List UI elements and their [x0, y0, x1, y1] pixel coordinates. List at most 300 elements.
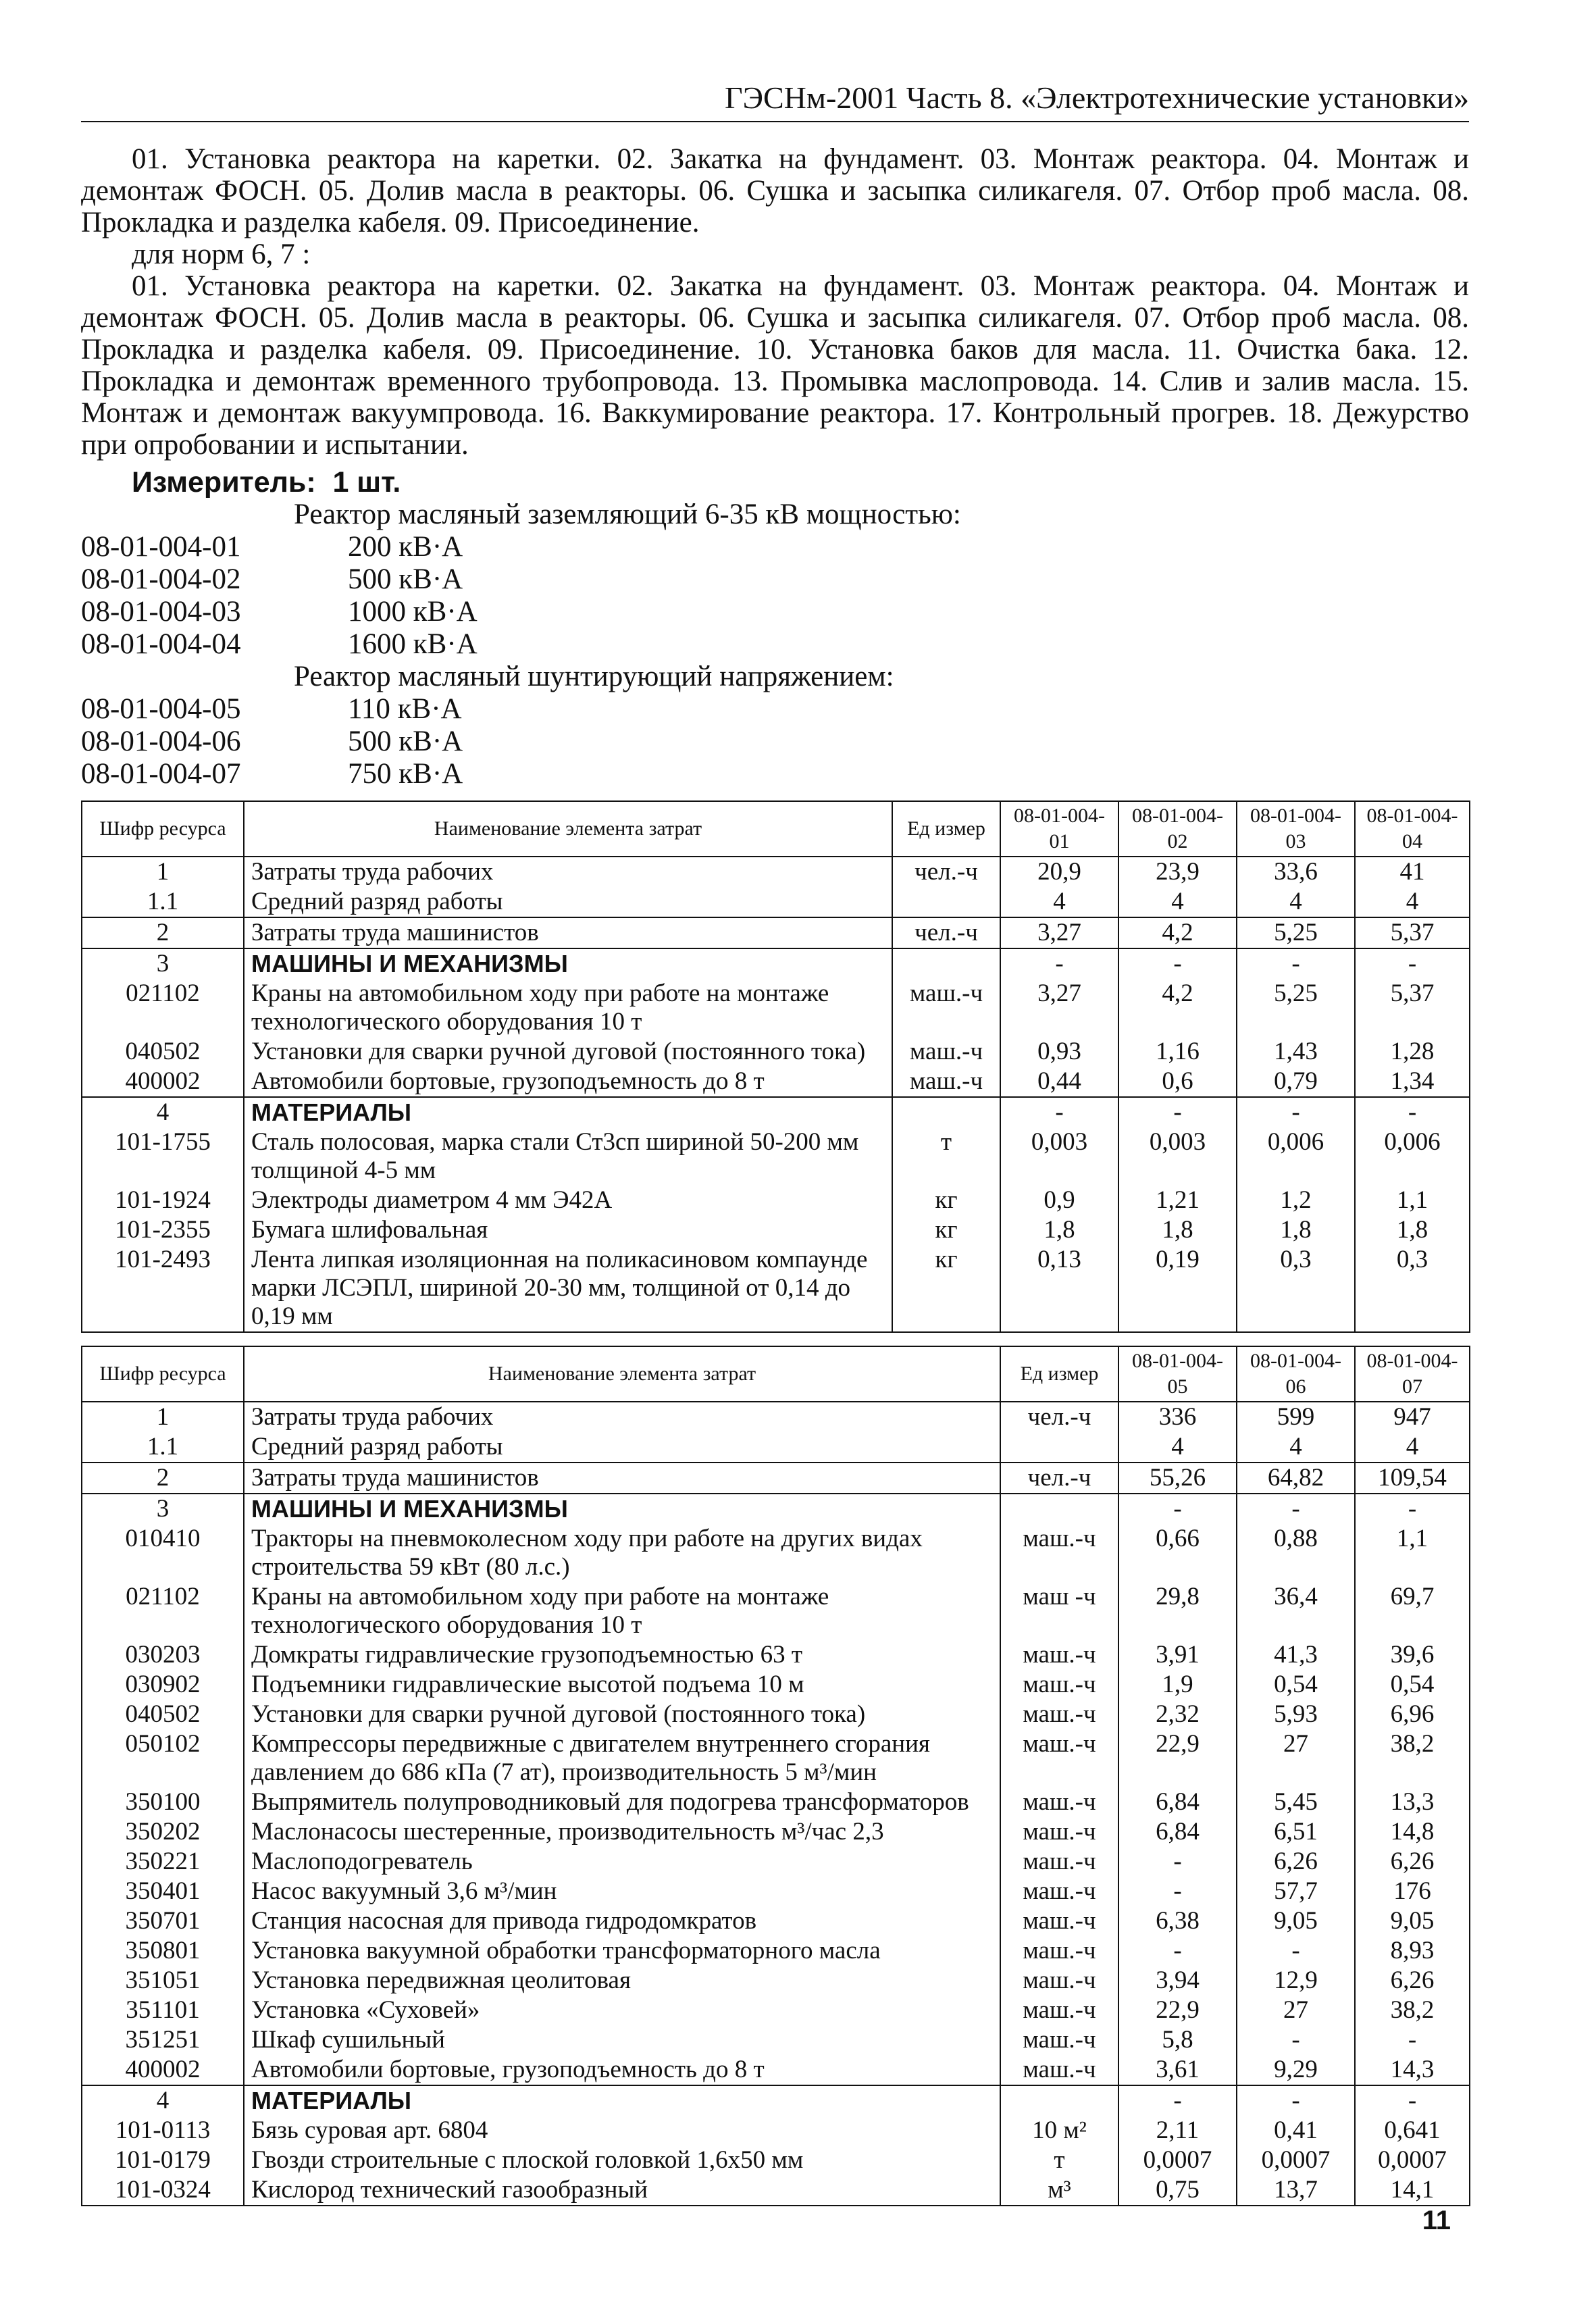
norm-value: 5,93	[1237, 1700, 1355, 1729]
norm-value: 27	[1237, 1996, 1355, 2025]
norm-value: 336	[1118, 1402, 1237, 1432]
norm-value: 0,19	[1118, 1245, 1237, 1332]
unit: маш.-ч	[1000, 1700, 1118, 1729]
resource-row	[82, 1787, 1470, 1817]
norm-value: 0,54	[1237, 1670, 1355, 1700]
norm-value: 13,7	[1237, 2175, 1355, 2206]
norm-value: 3,61	[1118, 2055, 1237, 2085]
norm-value: 0,641	[1355, 2116, 1470, 2145]
resource-name: Домкраты гидравлические грузоподъемностью 63 т	[244, 1640, 1000, 1670]
unit	[892, 887, 1000, 917]
norm-value: 1,9	[1118, 1670, 1237, 1700]
measure-value: 1 шт.	[332, 466, 401, 499]
unit: маш.-ч	[1000, 1670, 1118, 1700]
resource-code: 400002	[82, 1067, 244, 1097]
norm-value: 12,9	[1237, 1966, 1355, 1996]
unit: маш.-ч	[892, 1067, 1000, 1097]
group-heading: Реактор масляный шунтирующий напряжением:	[294, 661, 894, 692]
resource-name: Тракторы на пневмоколесном ходу при работе на других видах строительства 59 кВт (80 л.с.)	[244, 1524, 1000, 1582]
norm-code-row	[81, 725, 463, 758]
col-header-code: Шифр ресурса	[82, 801, 244, 857]
norm-code-row	[81, 757, 463, 790]
resource-row	[82, 2025, 1470, 2055]
norm-value: 6,51	[1237, 1817, 1355, 1847]
resource-name: Бумага шлифовальная	[244, 1215, 892, 1245]
resource-row	[82, 1817, 1470, 1847]
norm-value: 1,1	[1355, 1186, 1470, 1215]
norm-value: 110 кВ·А	[348, 693, 462, 725]
norm-value: 22,9	[1118, 1729, 1237, 1787]
norm-value: 6,26	[1355, 1847, 1470, 1877]
norm-value: 1,28	[1355, 1037, 1470, 1067]
col-header-name: Наименование элемента затрат	[244, 801, 892, 857]
norm-value: 1,21	[1118, 1186, 1237, 1215]
norm-value: 6,38	[1118, 1906, 1237, 1936]
norm-value: 23,9	[1118, 857, 1237, 887]
resource-code: 030902	[82, 1670, 244, 1700]
resource-code: 021102	[82, 979, 244, 1037]
norm-value: 3,27	[1000, 917, 1118, 948]
norm-value: -	[1000, 948, 1118, 979]
resource-row	[82, 1966, 1470, 1996]
norm-code-row	[81, 692, 462, 726]
norm-value: 5,25	[1237, 979, 1355, 1037]
resource-name: Затраты труда машинистов	[244, 1463, 1000, 1494]
unit: м³	[1000, 2175, 1118, 2206]
unit: маш.-ч	[1000, 1817, 1118, 1847]
norm-value: 3,91	[1118, 1640, 1237, 1670]
norm-value: -	[1237, 948, 1355, 979]
unit: маш.-ч	[1000, 1877, 1118, 1906]
norm-value: 5,8	[1118, 2025, 1237, 2055]
unit: маш.-ч	[1000, 1729, 1118, 1787]
resource-name: Установка передвижная цеолитовая	[244, 1966, 1000, 1996]
norm-value: 4	[1118, 1432, 1237, 1463]
norm-value: 6,84	[1118, 1787, 1237, 1817]
unit	[1000, 1494, 1118, 1524]
norm-value: 0,0007	[1118, 2145, 1237, 2175]
norm-value: 5,45	[1237, 1787, 1355, 1817]
section-row	[82, 1097, 1470, 1127]
unit: т	[892, 1127, 1000, 1186]
resource-row	[82, 1402, 1470, 1432]
norm-value: 599	[1237, 1402, 1355, 1432]
resource-row	[82, 1432, 1470, 1463]
unit: маш.-ч	[1000, 1996, 1118, 2025]
resource-name: Сталь полосовая, марка стали Ст3сп шириной 50-200 мм толщиной 4-5 мм	[244, 1127, 892, 1186]
norm-value: 4	[1000, 887, 1118, 917]
section-row	[82, 948, 1470, 979]
unit: чел.-ч	[892, 857, 1000, 887]
section-title: МАТЕРИАЛЫ	[244, 1097, 892, 1127]
unit: т	[1000, 2145, 1118, 2175]
resource-name: Кислород технический газообразный	[244, 2175, 1000, 2206]
norm-value: 2,32	[1118, 1700, 1237, 1729]
resource-row	[82, 1245, 1470, 1332]
norm-value: -	[1118, 1097, 1237, 1127]
unit	[892, 948, 1000, 979]
norm-value: 33,6	[1237, 857, 1355, 887]
unit: маш.-ч	[892, 1037, 1000, 1067]
resource-code: 1	[82, 1402, 244, 1432]
unit: маш.-ч	[1000, 1936, 1118, 1966]
resource-name: Установка вакуумной обработки трансформаторного масла	[244, 1936, 1000, 1966]
norm-value: -	[1237, 1936, 1355, 1966]
resource-name: Лента липкая изоляционная на поликасиновом компаунде марки ЛСЭПЛ, шириной 20-30 мм, толщиной от 0,14 до 0,19 мм	[244, 1245, 892, 1332]
resource-code: 1	[82, 857, 244, 887]
resource-name: Насос вакуумный 3,6 м³/мин	[244, 1877, 1000, 1906]
norm-value: 0,79	[1237, 1067, 1355, 1097]
resource-name: Компрессоры передвижные с двигателем внутреннего сгорания давлением до 686 кПа (7 ат), производительность 5 м³/мин	[244, 1729, 1000, 1787]
norm-value: 200 кВ·А	[348, 531, 463, 563]
resource-row	[82, 1463, 1470, 1494]
resource-row	[82, 1847, 1470, 1877]
resource-row	[82, 1524, 1470, 1582]
norm-value: -	[1355, 1494, 1470, 1524]
norm-value: 1,8	[1000, 1215, 1118, 1245]
resource-row	[82, 2175, 1470, 2206]
norm-value: 57,7	[1237, 1877, 1355, 1906]
norm-value: 0,41	[1237, 2116, 1355, 2145]
resource-row	[82, 1067, 1470, 1097]
resource-row	[82, 2116, 1470, 2145]
resource-code: 1.1	[82, 887, 244, 917]
norm-value: 69,7	[1355, 1582, 1470, 1640]
norm-value: 20,9	[1000, 857, 1118, 887]
resource-name: Краны на автомобильном ходу при работе на монтаже технологического оборудования 10 т	[244, 979, 892, 1037]
unit: маш.-ч	[1000, 1787, 1118, 1817]
norm-value: 4,2	[1118, 917, 1237, 948]
norm-value: 5,25	[1237, 917, 1355, 948]
resource-row	[82, 979, 1470, 1037]
resource-name: Электроды диаметром 4 мм Э42А	[244, 1186, 892, 1215]
norm-value: 0,0007	[1237, 2145, 1355, 2175]
norm-value: 55,26	[1118, 1463, 1237, 1494]
resource-code: 021102	[82, 1582, 244, 1640]
section-title: МАШИНЫ И МЕХАНИЗМЫ	[244, 948, 892, 979]
resource-name: Затраты труда рабочих	[244, 857, 892, 887]
norm-value: 41	[1355, 857, 1470, 887]
col-header-norm: 08-01-004-05	[1118, 1346, 1237, 1402]
resource-row	[82, 1670, 1470, 1700]
norm-code: 08-01-004-02	[81, 563, 241, 595]
resource-name: Станция насосная для привода гидродомкратов	[244, 1906, 1000, 1936]
resource-code: 050102	[82, 1729, 244, 1787]
resource-name: Затраты труда рабочих	[244, 1402, 1000, 1432]
unit: маш.-ч	[1000, 1847, 1118, 1877]
resource-code: 3	[82, 948, 244, 979]
group-heading: Реактор масляный заземляющий 6-35 кВ мощностью:	[294, 499, 961, 530]
col-header-unit: Ед измер	[1000, 1346, 1118, 1402]
norm-value: -	[1355, 1097, 1470, 1127]
resource-code: 4	[82, 1097, 244, 1127]
norm-value: 5,37	[1355, 979, 1470, 1037]
norm-value: 6,84	[1118, 1817, 1237, 1847]
norm-value: 1000 кВ·А	[348, 596, 478, 628]
resource-name: Установка «Суховей»	[244, 1996, 1000, 2025]
resource-code: 101-2493	[82, 1245, 244, 1332]
resource-code: 3	[82, 1494, 244, 1524]
norm-value: 750 кВ·А	[348, 758, 463, 790]
unit: маш.-ч	[892, 979, 1000, 1037]
resource-row	[82, 1936, 1470, 1966]
resource-code: 350100	[82, 1787, 244, 1817]
norm-value: -	[1237, 1097, 1355, 1127]
resource-code: 1.1	[82, 1432, 244, 1463]
norm-value: 9,29	[1237, 2055, 1355, 2085]
resource-row	[82, 2145, 1470, 2175]
norm-value: 1,8	[1237, 1215, 1355, 1245]
resource-code: 350701	[82, 1906, 244, 1936]
norm-value: 1,1	[1355, 1524, 1470, 1582]
unit	[1000, 1432, 1118, 1463]
norm-value: 0,003	[1000, 1127, 1118, 1186]
resource-code: 350221	[82, 1847, 244, 1877]
resource-table-2	[81, 1346, 1470, 2206]
norm-value: 0,003	[1118, 1127, 1237, 1186]
norm-value: -	[1118, 1936, 1237, 1966]
resource-name: Гвозди строительные с плоской головкой 1,6х50 мм	[244, 2145, 1000, 2175]
col-header-unit: Ед измер	[892, 801, 1000, 857]
resource-code: 4	[82, 2085, 244, 2116]
unit: маш -ч	[1000, 1582, 1118, 1640]
resource-code: 101-1924	[82, 1186, 244, 1215]
norm-value: 2,11	[1118, 2116, 1237, 2145]
norm-value: 8,93	[1355, 1936, 1470, 1966]
resource-row	[82, 2055, 1470, 2085]
norm-value: 64,82	[1237, 1463, 1355, 1494]
unit: кг	[892, 1245, 1000, 1332]
resource-row	[82, 1700, 1470, 1729]
resource-row	[82, 1215, 1470, 1245]
norm-value: 176	[1355, 1877, 1470, 1906]
section-title: МАТЕРИАЛЫ	[244, 2085, 1000, 2116]
norm-value: 13,3	[1355, 1787, 1470, 1817]
norm-code-row	[81, 563, 463, 596]
norm-code: 08-01-004-05	[81, 693, 241, 725]
norm-value: 0,6	[1118, 1067, 1237, 1097]
norm-value: 14,3	[1355, 2055, 1470, 2085]
unit: кг	[892, 1215, 1000, 1245]
resource-name: Автомобили бортовые, грузоподъемность до 8 т	[244, 1067, 892, 1097]
norm-value: -	[1118, 1847, 1237, 1877]
norm-value: 0,88	[1237, 1524, 1355, 1582]
norm-value: 0,9	[1000, 1186, 1118, 1215]
resource-code: 101-0179	[82, 2145, 244, 2175]
norm-code: 08-01-004-07	[81, 758, 241, 790]
resource-row	[82, 917, 1470, 948]
resource-code: 2	[82, 917, 244, 948]
norm-value: 0,93	[1000, 1037, 1118, 1067]
unit: маш.-ч	[1000, 1906, 1118, 1936]
resource-row	[82, 1127, 1470, 1186]
norm-value: 1600 кВ·А	[348, 628, 478, 660]
norm-code: 08-01-004-01	[81, 531, 241, 563]
norm-value: 22,9	[1118, 1996, 1237, 2025]
col-header-norm: 08-01-004-06	[1237, 1346, 1355, 1402]
measure-label: Измеритель:	[132, 466, 316, 499]
resource-row	[82, 1640, 1470, 1670]
running-header: ГЭСНм-2001 Часть 8. «Электротехнические установки»	[81, 80, 1469, 122]
norm-value: 0,0007	[1355, 2145, 1470, 2175]
norm-value: 0,54	[1355, 1670, 1470, 1700]
resource-row	[82, 1186, 1470, 1215]
norm-value: 1,16	[1118, 1037, 1237, 1067]
norm-value: 36,4	[1237, 1582, 1355, 1640]
unit: чел.-ч	[1000, 1463, 1118, 1494]
resource-code: 040502	[82, 1037, 244, 1067]
norm-value: 0,66	[1118, 1524, 1237, 1582]
norm-value: 0,006	[1355, 1127, 1470, 1186]
norm-value: -	[1000, 1097, 1118, 1127]
norm-value: 109,54	[1355, 1463, 1470, 1494]
norm-value: 41,3	[1237, 1640, 1355, 1670]
unit: 10 м²	[1000, 2116, 1118, 2145]
resource-name: Установки для сварки ручной дуговой (постоянного тока)	[244, 1037, 892, 1067]
unit: маш.-ч	[1000, 1640, 1118, 1670]
norm-value: 4	[1118, 887, 1237, 917]
norm-value: -	[1355, 2085, 1470, 2116]
norm-value: 6,26	[1355, 1966, 1470, 1996]
norm-value: 500 кВ·А	[348, 563, 463, 595]
resource-row	[82, 1729, 1470, 1787]
resource-code: 350401	[82, 1877, 244, 1906]
work-list-norms-5-7: 01. Установка реактора на каретки. 02. Закатка на фундамент. 03. Монтаж реактора. 04. Монтаж и демонтаж ФОСН. 05. Долив масла в реакторы. 06. Сушка и засыпка силикагеля. 07. Отбор проб масла. 08. Прокладка и разделка кабеля. 09. Присоединение. 10. Установка баков для масла. 11. Очистка бака. 12. Прокладка и демонтаж временного трубопровода. 13. Промывка маслопровода. 14. Слив и залив масла. 15. Монтаж и демонтаж вакуумпровода. 16. Ваккумирование реактора. 17. Контрольный прогрев. 18. Дежурство при опробовании и испытании.	[81, 270, 1469, 461]
resource-code: 101-0113	[82, 2116, 244, 2145]
resource-name: Краны на автомобильном ходу при работе на монтаже технологического оборудования 10 т	[244, 1582, 1000, 1640]
resource-name: Бязь суровая арт. 6804	[244, 2116, 1000, 2145]
resource-name: Автомобили бортовые, грузоподъемность до 8 т	[244, 2055, 1000, 2085]
norm-value: -	[1118, 1877, 1237, 1906]
col-header-norm: 08-01-004-01	[1000, 801, 1118, 857]
section-title: МАШИНЫ И МЕХАНИЗМЫ	[244, 1494, 1000, 1524]
resource-code: 101-0324	[82, 2175, 244, 2206]
norm-value: 1,2	[1237, 1186, 1355, 1215]
resource-name: Выпрямитель полупроводниковый для подогрева трансформаторов	[244, 1787, 1000, 1817]
resource-name: Шкаф сушильный	[244, 2025, 1000, 2055]
col-header-norm: 08-01-004-04	[1355, 801, 1470, 857]
norm-value: -	[1355, 2025, 1470, 2055]
unit: маш.-ч	[1000, 2025, 1118, 2055]
norm-value: 38,2	[1355, 1996, 1470, 2025]
norm-value: 0,13	[1000, 1245, 1118, 1332]
norm-value: 4	[1237, 887, 1355, 917]
norm-value: 9,05	[1355, 1906, 1470, 1936]
resource-code: 2	[82, 1463, 244, 1494]
resource-code: 351101	[82, 1996, 244, 2025]
norm-value: 39,6	[1355, 1640, 1470, 1670]
norm-value: -	[1118, 948, 1237, 979]
section-row	[82, 2085, 1470, 2116]
norm-value: 4	[1355, 1432, 1470, 1463]
norm-value: -	[1118, 2085, 1237, 2116]
unit: маш.-ч	[1000, 1524, 1118, 1582]
col-header-norm: 08-01-004-03	[1237, 801, 1355, 857]
norm-value: 4	[1237, 1432, 1355, 1463]
resource-code: 010410	[82, 1524, 244, 1582]
norm-value: -	[1237, 1494, 1355, 1524]
col-header-code: Шифр ресурса	[82, 1346, 244, 1402]
col-header-name: Наименование элемента затрат	[244, 1346, 1000, 1402]
norm-code-row	[81, 628, 478, 661]
norm-value: 0,006	[1237, 1127, 1355, 1186]
norm-value: 6,26	[1237, 1847, 1355, 1877]
measure-unit	[132, 466, 401, 499]
resource-name: Подъемники гидравлические высотой подъема 10 м	[244, 1670, 1000, 1700]
norm-value: 1,43	[1237, 1037, 1355, 1067]
norm-value: 38,2	[1355, 1729, 1470, 1787]
norm-value: 14,1	[1355, 2175, 1470, 2206]
norm-value: 29,8	[1118, 1582, 1237, 1640]
section-row	[82, 1494, 1470, 1524]
resource-row	[82, 857, 1470, 887]
resource-name: Средний разряд работы	[244, 887, 892, 917]
norm-value: 6,96	[1355, 1700, 1470, 1729]
resource-code: 351051	[82, 1966, 244, 1996]
resource-row	[82, 1996, 1470, 2025]
resource-row	[82, 1906, 1470, 1936]
unit: маш.-ч	[1000, 2055, 1118, 2085]
resource-name: Средний разряд работы	[244, 1432, 1000, 1463]
resource-name: Маслонасосы шестеренные, производительность м³/час 2,3	[244, 1817, 1000, 1847]
norm-value: 0,75	[1118, 2175, 1237, 2206]
norm-value: 0,3	[1355, 1245, 1470, 1332]
norm-value: 14,8	[1355, 1817, 1470, 1847]
norm-code-row	[81, 595, 478, 628]
unit: чел.-ч	[892, 917, 1000, 948]
norm-value: 500 кВ·А	[348, 726, 463, 757]
norm-value: 0,3	[1237, 1245, 1355, 1332]
norm-value: 1,8	[1118, 1215, 1237, 1245]
norm-value: 0,44	[1000, 1067, 1118, 1097]
resource-name: Маслоподогреватель	[244, 1847, 1000, 1877]
norm-value: 3,94	[1118, 1966, 1237, 1996]
norm-code-row	[81, 530, 463, 563]
resource-code: 350202	[82, 1817, 244, 1847]
norm-value: 4,2	[1118, 979, 1237, 1037]
resource-name: Установки для сварки ручной дуговой (постоянного тока)	[244, 1700, 1000, 1729]
resource-code: 040502	[82, 1700, 244, 1729]
resource-row	[82, 1037, 1470, 1067]
norm-value: -	[1237, 2085, 1355, 2116]
norm-value: -	[1237, 2025, 1355, 2055]
norm-value: 27	[1237, 1729, 1355, 1787]
norms-note: для норм 6, 7 :	[132, 238, 311, 270]
page-number: 11	[1422, 2206, 1451, 2235]
resource-name: Затраты труда машинистов	[244, 917, 892, 948]
resource-code: 101-2355	[82, 1215, 244, 1245]
resource-row	[82, 1877, 1470, 1906]
resource-code: 101-1755	[82, 1127, 244, 1186]
unit: маш.-ч	[1000, 1966, 1118, 1996]
norm-value: -	[1118, 1494, 1237, 1524]
norm-value: 3,27	[1000, 979, 1118, 1037]
resource-code: 030203	[82, 1640, 244, 1670]
norm-value: 9,05	[1237, 1906, 1355, 1936]
norm-value: 4	[1355, 887, 1470, 917]
unit	[892, 1097, 1000, 1127]
norm-value: -	[1355, 948, 1470, 979]
unit: чел.-ч	[1000, 1402, 1118, 1432]
unit	[1000, 2085, 1118, 2116]
work-list-norms-1-4: 01. Установка реактора на каретки. 02. Закатка на фундамент. 03. Монтаж реактора. 04. Монтаж и демонтаж ФОСН. 05. Долив масла в реакторы. 06. Сушка и засыпка силикагеля. 07. Отбор проб масла. 08. Прокладка и разделка кабеля. 09. Присоединение.	[81, 143, 1469, 238]
resource-table-1	[81, 800, 1470, 1333]
resource-row	[82, 887, 1470, 917]
resource-code: 350801	[82, 1936, 244, 1966]
col-header-norm: 08-01-004-02	[1118, 801, 1237, 857]
unit: кг	[892, 1186, 1000, 1215]
norm-code: 08-01-004-06	[81, 726, 241, 757]
